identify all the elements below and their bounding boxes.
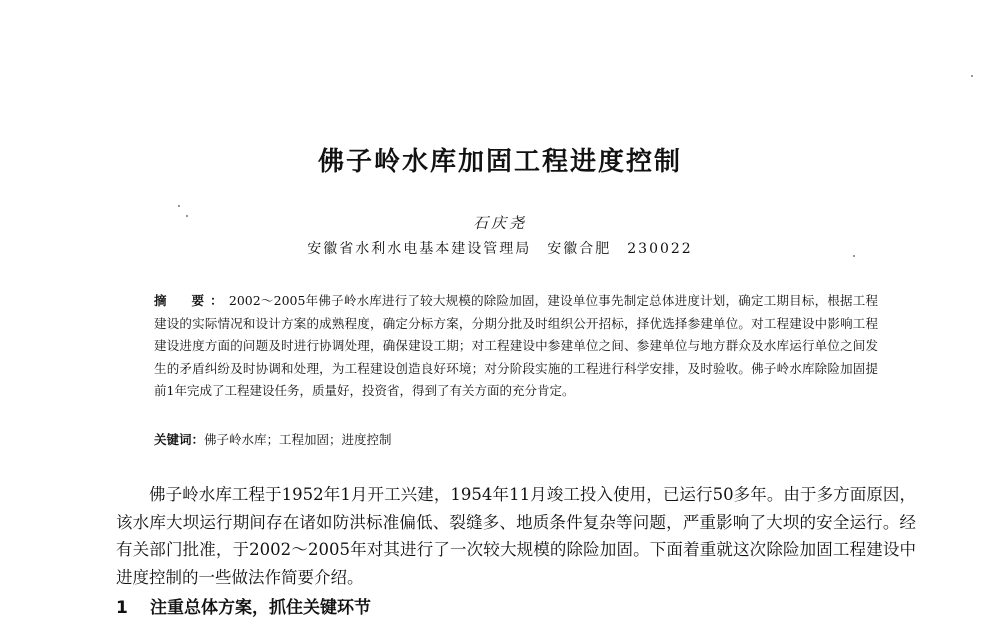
scan-speck [971,75,973,77]
scan-speck [178,205,180,207]
author-name: 石庆尧 [472,214,527,232]
abstract [154,290,878,403]
author-affiliation: 安徽省水利水电基本建设管理局 安徽合肥 230022 [307,241,693,257]
article-title: 佛子岭水库加固工程进度控制 [317,147,682,177]
abstract-text: 2002～2005年佛子岭水库进行了较大规模的除险加固，建设单位事先制定总体进度计划，确定工期目标，根据工程建设的实际情况和设计方案的成熟程度，确定分标方案，分期分批及时组织公开招标，择优选择参建单位。对工程建设中影响工程建设进度方面的问题及时进行协调处理，确保建设工期；对工程建设中参建单位之间、参建单位与地方群众及水库运行单位之间发生的矛盾纠纷及时协调和处理，为工程建设创造良好环境；对分阶段实施的工程进行科学安排，及时验收。佛子岭水库除险加固提前1年完成了工程建设任务，质量好，投资省，得到了有关方面的充分肯定。 [154,293,878,398]
section-number: 1 [116,598,128,618]
keywords-text: 佛子岭水库；工程加固；进度控制 [204,432,392,447]
abstract-label: 摘 要： [154,293,229,308]
section-title: 注重总体方案，抓住关键环节 [150,598,371,618]
keywords [154,430,878,450]
keywords-label: 关键词： [154,432,205,447]
intro-paragraph: 佛子岭水库工程于1952年1月开工兴建，1954年11月竣工投入使用，已运行50多年。由于多方面原因，该水库大坝运行期间存在诸如防洪标准偏低、裂缝多、地质条件复杂等问题，严重影响了大坝的安全运行。经有关部门批准，于2002～2005年对其进行了一次较大规模的除险加固。下面着重就这次除险加固工程建设中进度控制的一些做法作简要介绍。 [116,485,916,587]
section-heading [116,595,916,621]
